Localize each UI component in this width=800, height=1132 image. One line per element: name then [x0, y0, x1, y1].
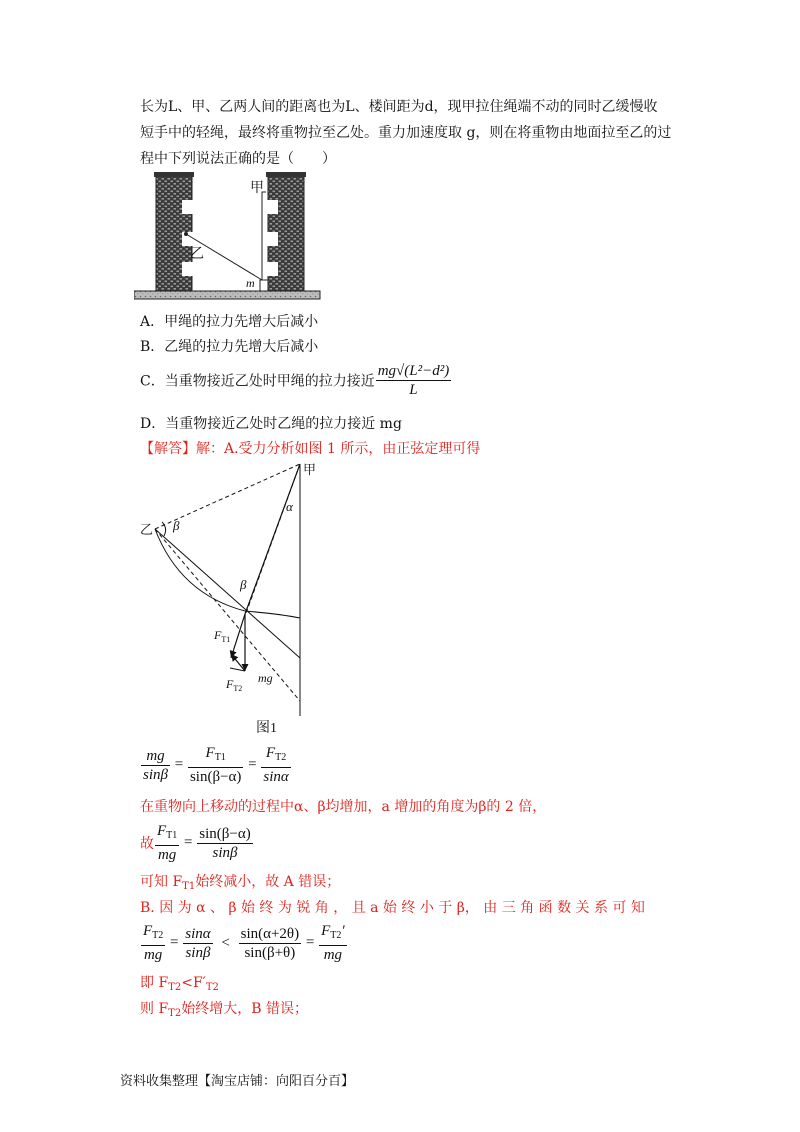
explanation-4: 即 $F_{T2}<F'_{T2}$: [140, 975, 219, 993]
diagram-label-jia: 甲: [303, 462, 317, 477]
fig-label-yi: 乙: [190, 247, 204, 262]
option-c-denominator: L: [409, 382, 418, 398]
question-line-2: 短手中的轻绳，最终将重物拉至乙处。重力加速度取 g，则在将重物由地面拉至乙的过: [140, 125, 672, 141]
question-line-3: 程中下列说法正确的是（ ）: [140, 151, 336, 167]
fig-label-mass: m: [246, 276, 255, 290]
diagram-label-beta-2: β: [240, 577, 247, 592]
diagram-label-ft1: $F_{T1}$: [214, 628, 231, 644]
fig-label-jia: 甲: [250, 181, 264, 196]
explanation-1: 在重物向上移动的过程中α、β均增加，a 增加的角度为β的 2 倍，: [140, 799, 547, 815]
page-footer: 资料收集整理【淘宝店铺：向阳百分百】: [120, 1074, 355, 1089]
option-b: B．乙绳的拉力先增大后减小: [140, 339, 319, 355]
option-c-text: C．当重物接近乙处时甲绳的拉力接近: [140, 373, 375, 390]
option-a: A．甲绳的拉力先增大后减小: [140, 314, 319, 330]
explanation-3: B. 因 为 α 、 β 始 终 为 锐 角 ， 且 a 始 终 小 于 β， 由 三 角 函 数 关 系 可 知: [140, 900, 645, 916]
option-c-numerator: mg√(L²−d²): [377, 363, 450, 379]
equation-1: $\frac{mg}{\sin\beta}$ = $\frac{F_{T1}}{\sin(\beta-\alpha)}$ = $\frac{F_{T2}}{\sin\alpha}$: [143, 745, 289, 785]
diagram-label-yi: 乙: [140, 522, 154, 537]
explanation-5: 则 $F_{T2}$始终增大，B 错误；: [140, 1001, 308, 1019]
question-line-1: 长为L、甲、乙两人间的距离也为L、楼间距为d，现甲拉住绳端不动的同时乙缓慢收: [140, 99, 658, 115]
buildings-figure: [134, 170, 324, 302]
diagram-caption: 图1: [256, 721, 277, 736]
equation-3: $\frac{F_{T2}}{mg}$ = $\frac{\sin\alpha}{\sin\beta}$ < $\frac{\sin(\alpha+2\theta)}{\sin(\beta+\theta)}$ = $\frac{F_{T2}'}{mg}$: [143, 923, 345, 963]
diagram-label-alpha: α: [286, 499, 293, 514]
diagram-label-mg: mg: [258, 671, 273, 685]
diagram-label-ft2: $F_{T2}$: [226, 677, 243, 693]
option-d: D．当重物接近乙处时乙绳的拉力接近 mg: [140, 416, 402, 432]
explanation-2: 可知 $F_{T1}$始终减小，故 A 错误；: [140, 874, 341, 892]
force-diagram: [140, 456, 340, 738]
diagram-label-beta-1: β: [173, 518, 180, 533]
option-c-fraction: [376, 362, 452, 399]
option-c: [140, 362, 452, 399]
answer-header: 【解答】解：A.受力分析如图 1 所示，由正弦定理可得: [140, 441, 481, 457]
equation-2: 故 $\frac{F_{T1}}{mg}$ = $\frac{\sin(\beta-\alpha)}{\sin\beta}$: [140, 823, 251, 863]
